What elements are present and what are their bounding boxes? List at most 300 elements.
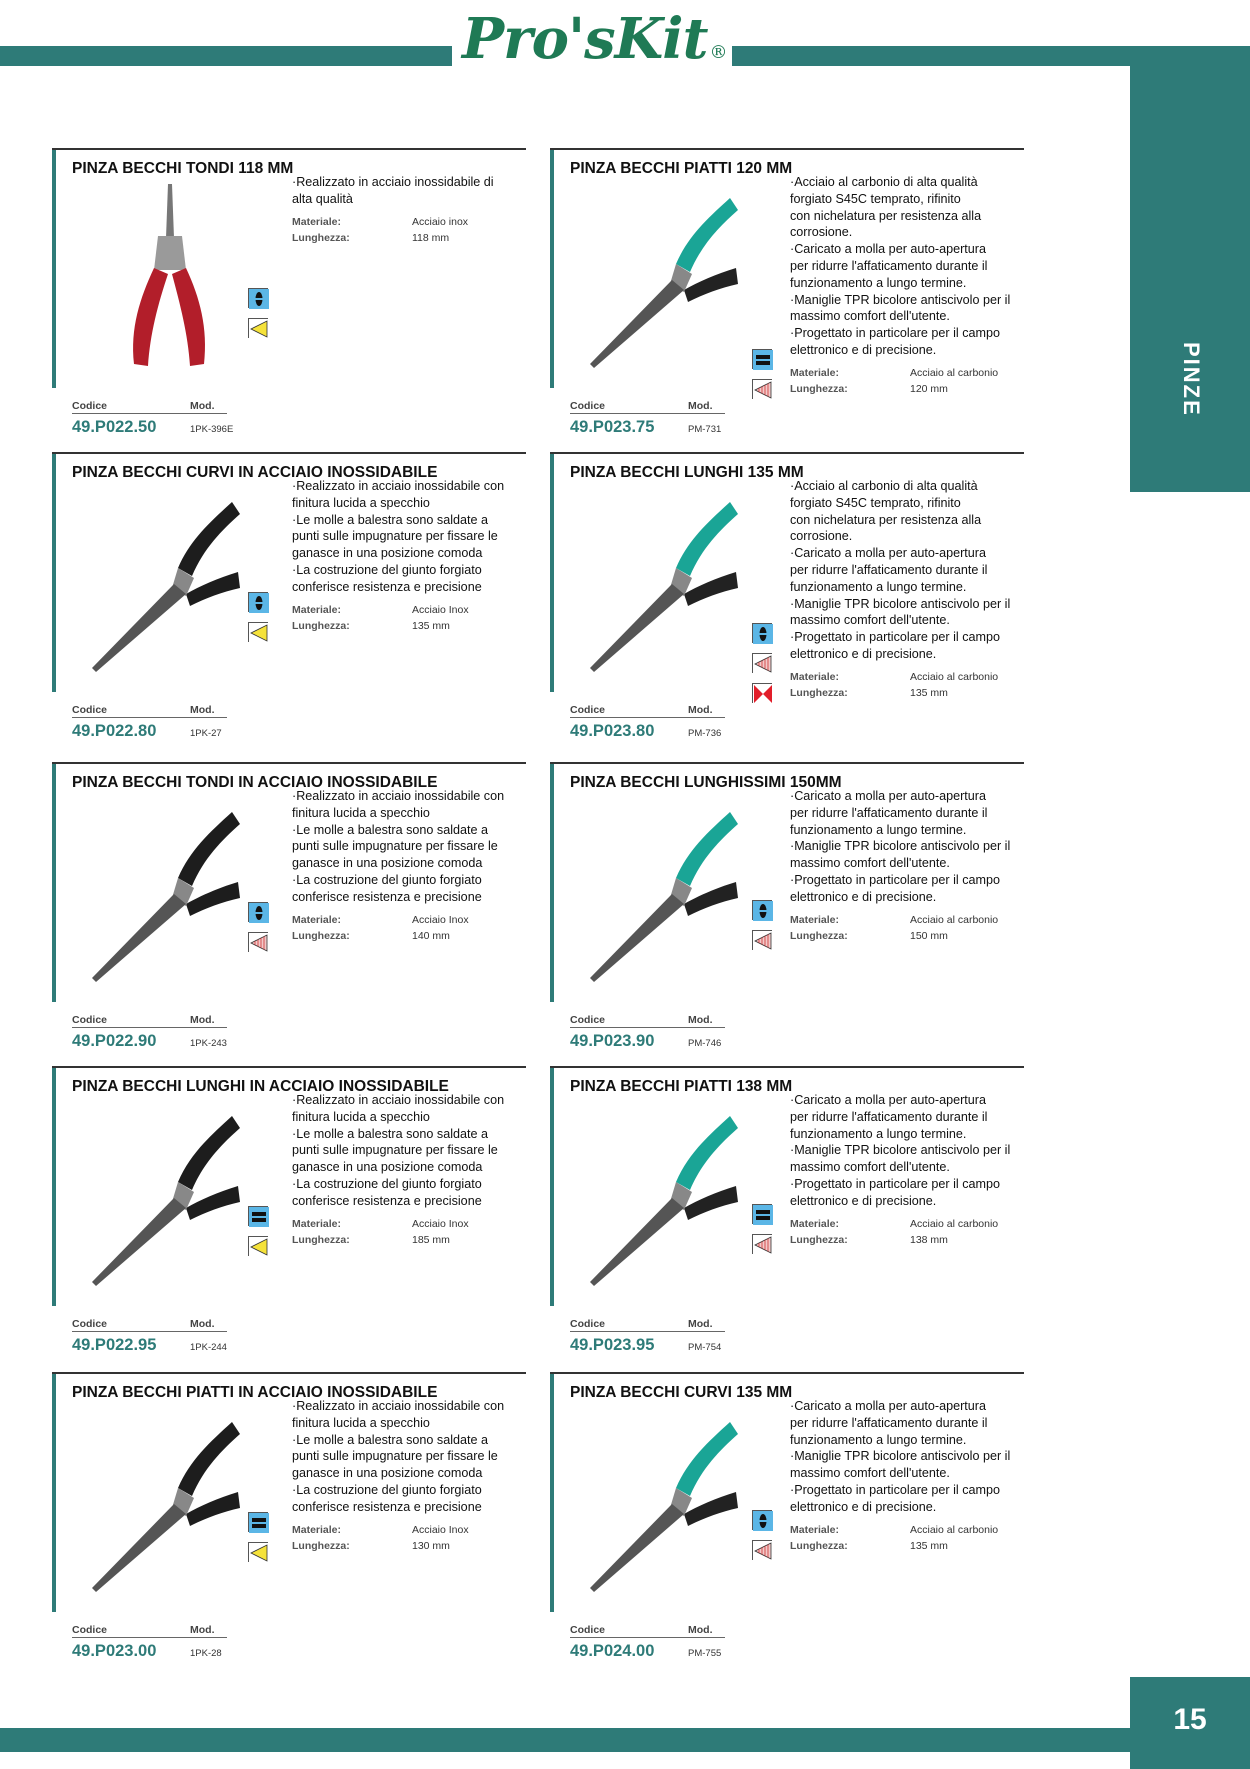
serrated-triangle-icon — [753, 1541, 773, 1561]
card-top-rule — [52, 762, 526, 764]
card-accent-line — [52, 762, 56, 1002]
spec-material-value: Acciaio inox — [412, 215, 469, 228]
description-line: con nichelatura per resistenza alla — [790, 208, 982, 223]
pliers-image — [82, 482, 242, 682]
description-line: funzionamento a lungo termine. — [790, 1432, 967, 1447]
spec-material-row — [790, 1522, 998, 1538]
product-card — [550, 148, 1038, 446]
code-label: Codice — [72, 704, 108, 716]
code-header — [72, 704, 227, 718]
card-top-rule — [52, 1372, 526, 1374]
flat-jaw-icon — [248, 1512, 268, 1532]
spec-length-label: Lunghezza: — [790, 1233, 848, 1246]
description-line: finitura lucida a specchio — [292, 1415, 430, 1430]
product-model: 1PK-27 — [190, 728, 222, 739]
card-top-rule — [550, 1372, 1024, 1374]
code-line — [570, 418, 725, 437]
spec-material-label: Materiale: — [790, 670, 840, 683]
description-line: finitura lucida a specchio — [292, 1109, 430, 1124]
description-line: massimo comfort dell'utente. — [790, 1466, 950, 1481]
yellow-triangle-icon — [249, 319, 269, 339]
round-jaw-icon — [753, 624, 773, 644]
product-code: 49.P024.00 — [570, 1642, 655, 1660]
feature-icons — [248, 902, 268, 962]
code-line — [72, 722, 227, 741]
product-code-block — [570, 1624, 725, 1661]
product-specs — [790, 912, 998, 944]
code-line — [570, 1032, 725, 1051]
spec-length-row — [292, 1538, 469, 1554]
code-line — [570, 722, 725, 741]
product-title: PINZA BECCHI LUNGHI 135 MM — [570, 464, 804, 481]
product-code: 49.P022.95 — [72, 1336, 157, 1354]
product-title: PINZA BECCHI PIATTI IN ACCIAIO INOSSIDABILE — [72, 1384, 438, 1401]
spec-material-label: Materiale: — [790, 1217, 840, 1230]
description-line: funzionamento a lungo termine. — [790, 275, 967, 290]
spec-material-row — [292, 214, 468, 230]
spec-material-value: Acciaio al carbonio — [910, 913, 999, 926]
description-line: ·Maniglie TPR bicolore antiscivolo per il — [790, 1143, 1011, 1158]
spec-length-row — [292, 1232, 469, 1248]
serrated-triangle-icon — [753, 654, 773, 674]
product-code-block — [570, 1318, 725, 1355]
product-description — [790, 1398, 1038, 1516]
product-code: 49.P023.95 — [570, 1336, 655, 1354]
product-specs — [790, 1216, 998, 1248]
spec-length-label: Lunghezza: — [292, 1539, 350, 1552]
code-header — [72, 1318, 227, 1332]
product-image — [82, 1402, 242, 1602]
description-line: funzionamento a lungo termine. — [790, 822, 967, 837]
description-line: massimo comfort dell'utente. — [790, 309, 950, 324]
description-line: conferisce resistenza e precisione — [292, 1499, 482, 1514]
feature-icons — [248, 1206, 268, 1266]
spec-length-label: Lunghezza: — [292, 1233, 350, 1246]
product-specs — [790, 1522, 998, 1554]
yellow-triangle-icon — [249, 623, 269, 643]
spec-length-value: 135 mm — [910, 1539, 948, 1552]
cutter-icon — [753, 684, 773, 704]
description-line: conferisce resistenza e precisione — [292, 1193, 482, 1208]
description-line: corrosione. — [790, 225, 853, 240]
code-label: Codice — [72, 1624, 108, 1636]
description-line: ·Maniglie TPR bicolore antiscivolo per il — [790, 292, 1011, 307]
spec-length-value: 135 mm — [412, 619, 450, 632]
code-header — [570, 1014, 725, 1028]
yellow-triangle-icon — [249, 1237, 269, 1257]
cutter-icon — [752, 683, 772, 703]
description-line: elettronico e di precisione. — [790, 646, 937, 661]
description-line: ganasce in una posizione comoda — [292, 546, 483, 561]
spec-material-value: Acciaio al carbonio — [910, 366, 999, 379]
description-line: ·Realizzato in acciaio inossidabile con — [292, 789, 505, 803]
description-line: ·Maniglie TPR bicolore antiscivolo per il — [790, 1449, 1011, 1464]
spec-material-value: Acciaio al carbonio — [910, 1523, 999, 1536]
product-code: 49.P023.00 — [72, 1642, 157, 1660]
product-image — [82, 482, 242, 682]
feature-icons — [248, 592, 268, 652]
flat-jaw-icon — [752, 1204, 772, 1224]
mod-label: Mod. — [190, 400, 215, 412]
product-specs — [790, 669, 998, 701]
spec-length-row — [790, 1232, 998, 1248]
feature-icons — [752, 1204, 772, 1264]
round-jaw-icon — [753, 1511, 773, 1531]
product-image — [580, 1402, 740, 1602]
spec-material-value: Acciaio al carbonio — [910, 1217, 999, 1230]
description-line: forgiato S45C temprato, rifinito — [790, 495, 961, 510]
product-specs — [790, 365, 998, 397]
code-header — [570, 704, 725, 718]
description-line: ·Acciaio al carbonio di alta qualità — [790, 479, 978, 493]
description-line: per ridurre l'affaticamento durante il — [790, 562, 988, 577]
description-line: per ridurre l'affaticamento durante il — [790, 1109, 988, 1124]
feature-icons — [752, 1510, 772, 1570]
proskit-logo: Pro'sKit ® — [462, 6, 727, 72]
product-model: 1PK-243 — [190, 1038, 227, 1049]
flat-jaw-icon — [249, 1513, 269, 1533]
mod-label: Mod. — [190, 1318, 215, 1330]
product-specs — [292, 214, 468, 246]
card-top-rule — [52, 1066, 526, 1068]
description-line: elettronico e di precisione. — [790, 889, 937, 904]
description-line: corrosione. — [790, 529, 853, 544]
pliers-image — [82, 1096, 242, 1296]
product-title: PINZA BECCHI CURVI 135 MM — [570, 1384, 793, 1401]
spec-length-row — [790, 381, 998, 397]
flat-jaw-icon — [248, 1206, 268, 1226]
spec-length-row — [790, 685, 998, 701]
feature-icons — [248, 1512, 268, 1572]
spec-material-value: Acciaio Inox — [412, 603, 469, 616]
description-line: ganasce in una posizione comoda — [292, 1160, 483, 1175]
description-line: ·Le molle a balestra sono saldate a — [292, 822, 489, 837]
product-specs — [292, 1522, 469, 1554]
serrated-triangle-icon — [752, 1234, 772, 1254]
spec-length-label: Lunghezza: — [790, 1539, 848, 1552]
description-line: ·Maniglie TPR bicolore antiscivolo per il — [790, 839, 1011, 854]
round-jaw-icon — [752, 1510, 772, 1530]
product-code: 49.P023.90 — [570, 1032, 655, 1050]
product-code-block — [570, 1014, 725, 1051]
product-specs — [292, 1216, 469, 1248]
spec-material-label: Materiale: — [790, 366, 840, 379]
product-title: PINZA BECCHI TONDI 118 MM — [72, 160, 294, 177]
product-code-block — [570, 704, 725, 741]
card-accent-line — [52, 1066, 56, 1306]
card-accent-line — [550, 452, 554, 692]
product-card — [52, 1372, 540, 1670]
round-jaw-icon — [248, 288, 268, 308]
product-code-block — [72, 1624, 227, 1661]
code-label: Codice — [570, 400, 606, 412]
spec-length-value: 130 mm — [412, 1539, 450, 1552]
description-line: elettronico e di precisione. — [790, 1193, 937, 1208]
card-accent-line — [52, 452, 56, 692]
description-line: ·Progettato in particolare per il campo — [790, 630, 1000, 645]
yellow-triangle-icon — [248, 622, 268, 642]
description-line: ·Caricato a molla per auto-apertura — [790, 1093, 986, 1107]
product-description — [292, 478, 540, 596]
spec-length-value: 185 mm — [412, 1233, 450, 1246]
product-description — [292, 1092, 540, 1210]
card-top-rule — [550, 148, 1024, 150]
description-line: massimo comfort dell'utente. — [790, 856, 950, 871]
product-code: 49.P023.75 — [570, 418, 655, 436]
code-header — [570, 1624, 725, 1638]
product-title: PINZA BECCHI PIATTI 120 MM — [570, 160, 793, 177]
description-line: ·Realizzato in acciaio inossidabile di — [292, 175, 494, 189]
card-top-rule — [52, 452, 526, 454]
description-line: elettronico e di precisione. — [790, 1499, 937, 1514]
card-accent-line — [52, 1372, 56, 1612]
code-line — [72, 1032, 227, 1051]
spec-length-row — [790, 1538, 998, 1554]
description-line: ·Realizzato in acciaio inossidabile con — [292, 479, 505, 493]
product-model: 1PK-396E — [190, 424, 234, 435]
round-jaw-icon — [753, 901, 773, 921]
product-title: PINZA BECCHI CURVI IN ACCIAIO INOSSIDABILE — [72, 464, 438, 481]
pliers-image — [580, 482, 740, 682]
code-header — [72, 1624, 227, 1638]
code-header — [570, 1318, 725, 1332]
description-line: ·Caricato a molla per auto-apertura — [790, 789, 986, 803]
feature-icons — [752, 623, 772, 713]
spec-material-value: Acciaio al carbonio — [910, 670, 999, 683]
description-line: funzionamento a lungo termine. — [790, 579, 967, 594]
product-code: 49.P022.80 — [72, 722, 157, 740]
code-line — [570, 1336, 725, 1355]
description-line: per ridurre l'affaticamento durante il — [790, 1415, 988, 1430]
description-line: finitura lucida a specchio — [292, 805, 430, 820]
product-card — [52, 1066, 540, 1364]
product-card — [550, 1066, 1038, 1364]
product-code-block — [72, 1318, 227, 1355]
yellow-triangle-icon — [249, 1543, 269, 1563]
round-jaw-icon — [752, 623, 772, 643]
yellow-triangle-icon — [248, 1542, 268, 1562]
description-line: ·Le molle a balestra sono saldate a — [292, 512, 489, 527]
yellow-triangle-icon — [248, 318, 268, 338]
spec-material-row — [790, 365, 998, 381]
footer-bar — [0, 1728, 1130, 1752]
product-image — [82, 792, 242, 992]
spec-length-label: Lunghezza: — [292, 929, 350, 942]
product-code-block — [72, 1014, 227, 1051]
code-label: Codice — [72, 1014, 108, 1026]
spec-length-label: Lunghezza: — [790, 382, 848, 395]
flat-jaw-icon — [249, 1207, 269, 1227]
product-description — [292, 788, 540, 906]
mod-label: Mod. — [688, 400, 713, 412]
description-line: conferisce resistenza e precisione — [292, 889, 482, 904]
round-jaw-icon — [249, 289, 269, 309]
code-label: Codice — [570, 1318, 606, 1330]
spec-material-label: Materiale: — [292, 913, 342, 926]
product-card — [52, 452, 540, 750]
section-tab-label: PINZE — [1179, 342, 1204, 417]
round-jaw-icon — [248, 902, 268, 922]
code-line — [72, 1336, 227, 1355]
description-line: ·Caricato a molla per auto-apertura — [790, 1399, 986, 1413]
description-line: punti sulle impugnature per fissare le — [292, 529, 498, 544]
product-model: 1PK-244 — [190, 1342, 227, 1353]
product-image — [580, 178, 740, 378]
description-line: ·Realizzato in acciaio inossidabile con — [292, 1399, 505, 1413]
product-model: 1PK-28 — [190, 1648, 222, 1659]
description-line: ·Le molle a balestra sono saldate a — [292, 1126, 489, 1141]
spec-length-row — [790, 928, 998, 944]
pliers-image — [580, 178, 740, 378]
description-line: finitura lucida a specchio — [292, 495, 430, 510]
card-top-rule — [550, 762, 1024, 764]
product-title: PINZA BECCHI TONDI IN ACCIAIO INOSSIDABILE — [72, 774, 438, 791]
description-line: ·Realizzato in acciaio inossidabile con — [292, 1093, 505, 1107]
product-code-block — [72, 400, 233, 437]
page-number: 15 — [1130, 1677, 1250, 1769]
product-code: 49.P022.50 — [72, 418, 157, 436]
pliers-image — [580, 792, 740, 992]
product-code-block — [72, 704, 227, 741]
spec-length-value: 118 mm — [412, 231, 450, 244]
section-tab — [1130, 66, 1250, 492]
description-line: punti sulle impugnature per fissare le — [292, 1143, 498, 1158]
pliers-image — [580, 1402, 740, 1602]
description-line: funzionamento a lungo termine. — [790, 1126, 967, 1141]
description-line: ·Acciaio al carbonio di alta qualità — [790, 175, 978, 189]
product-description — [790, 174, 1038, 359]
product-card — [52, 148, 540, 446]
product-image — [82, 178, 242, 378]
pliers-image — [82, 792, 242, 992]
spec-length-row — [292, 928, 469, 944]
spec-material-row — [292, 912, 469, 928]
product-model: PM-755 — [688, 1648, 722, 1659]
spec-material-value: Acciaio Inox — [412, 1523, 469, 1536]
description-line: ·Progettato in particolare per il campo — [790, 1482, 1000, 1497]
code-header — [72, 400, 227, 414]
card-top-rule — [550, 452, 1024, 454]
description-line: ·Caricato a molla per auto-apertura — [790, 242, 986, 257]
product-image — [580, 482, 740, 682]
description-line: elettronico e di precisione. — [790, 342, 937, 357]
product-model: PM-754 — [688, 1342, 722, 1353]
product-title: PINZA BECCHI LUNGHI IN ACCIAIO INOSSIDABILE — [72, 1078, 449, 1095]
spec-material-label: Materiale: — [790, 913, 840, 926]
product-model: PM-746 — [688, 1038, 722, 1049]
mod-label: Mod. — [190, 1014, 215, 1026]
description-line: ·La costruzione del giunto forgiato — [292, 872, 482, 887]
feature-icons — [752, 900, 772, 960]
yellow-triangle-icon — [248, 1236, 268, 1256]
description-line: ·Le molle a balestra sono saldate a — [292, 1432, 489, 1447]
product-card — [550, 452, 1038, 750]
product-specs — [292, 912, 469, 944]
pliers-image — [580, 1096, 740, 1296]
description-line: ·Progettato in particolare per il campo — [790, 872, 1000, 887]
spec-length-value: 120 mm — [910, 382, 948, 395]
product-model: PM-731 — [688, 424, 722, 435]
pliers-image — [82, 178, 242, 378]
description-line: per ridurre l'affaticamento durante il — [790, 805, 988, 820]
product-description — [790, 478, 1038, 663]
pliers-image — [82, 1402, 242, 1602]
product-model: PM-736 — [688, 728, 722, 739]
description-line: ganasce in una posizione comoda — [292, 1466, 483, 1481]
product-code: 49.P022.90 — [72, 1032, 157, 1050]
round-jaw-icon — [249, 593, 269, 613]
spec-material-row — [790, 912, 998, 928]
spec-material-label: Materiale: — [292, 215, 342, 228]
feature-icons — [752, 349, 772, 409]
spec-material-row — [292, 1522, 469, 1538]
description-line: ·La costruzione del giunto forgiato — [292, 1176, 482, 1191]
code-label: Codice — [72, 400, 108, 412]
description-line: alta qualità — [292, 191, 353, 206]
description-line: ·La costruzione del giunto forgiato — [292, 1482, 482, 1497]
flat-jaw-icon — [753, 350, 773, 370]
card-top-rule — [52, 148, 526, 150]
spec-length-label: Lunghezza: — [292, 231, 350, 244]
description-line: con nichelatura per resistenza alla — [790, 512, 982, 527]
mod-label: Mod. — [688, 704, 713, 716]
serrated-triangle-icon — [753, 1235, 773, 1255]
spec-material-value: Acciaio Inox — [412, 1217, 469, 1230]
feature-icons — [248, 288, 268, 348]
round-jaw-icon — [752, 900, 772, 920]
card-top-rule — [550, 1066, 1024, 1068]
spec-length-value: 138 mm — [910, 1233, 948, 1246]
product-image — [82, 1096, 242, 1296]
serrated-triangle-icon — [249, 933, 269, 953]
mod-label: Mod. — [190, 1624, 215, 1636]
code-line — [72, 418, 233, 437]
description-line: per ridurre l'affaticamento durante il — [790, 258, 988, 273]
code-line — [72, 1642, 227, 1661]
code-label: Codice — [72, 1318, 108, 1330]
serrated-triangle-icon — [752, 653, 772, 673]
code-label: Codice — [570, 704, 606, 716]
round-jaw-icon — [248, 592, 268, 612]
flat-jaw-icon — [753, 1205, 773, 1225]
card-accent-line — [550, 1372, 554, 1612]
code-header — [72, 1014, 227, 1028]
spec-material-label: Materiale: — [292, 1217, 342, 1230]
description-line: massimo comfort dell'utente. — [790, 613, 950, 628]
product-code-block — [570, 400, 725, 437]
spec-length-value: 150 mm — [910, 929, 948, 942]
spec-length-label: Lunghezza: — [790, 929, 848, 942]
header-bar-left — [0, 46, 452, 66]
spec-length-row — [292, 230, 468, 246]
flat-jaw-icon — [752, 349, 772, 369]
serrated-triangle-icon — [753, 931, 773, 951]
description-line: ·Progettato in particolare per il campo — [790, 326, 1000, 341]
mod-label: Mod. — [688, 1318, 713, 1330]
spec-material-value: Acciaio Inox — [412, 913, 469, 926]
spec-material-row — [790, 1216, 998, 1232]
round-jaw-icon — [249, 903, 269, 923]
card-accent-line — [52, 148, 56, 388]
product-image — [580, 1096, 740, 1296]
product-description — [292, 174, 540, 208]
description-line: conferisce resistenza e precisione — [292, 579, 482, 594]
description-line: ·Maniglie TPR bicolore antiscivolo per il — [790, 596, 1011, 611]
product-title: PINZA BECCHI LUNGHISSIMI 150MM — [570, 774, 842, 791]
serrated-triangle-icon — [752, 1540, 772, 1560]
code-label: Codice — [570, 1014, 606, 1026]
serrated-triangle-icon — [248, 932, 268, 952]
